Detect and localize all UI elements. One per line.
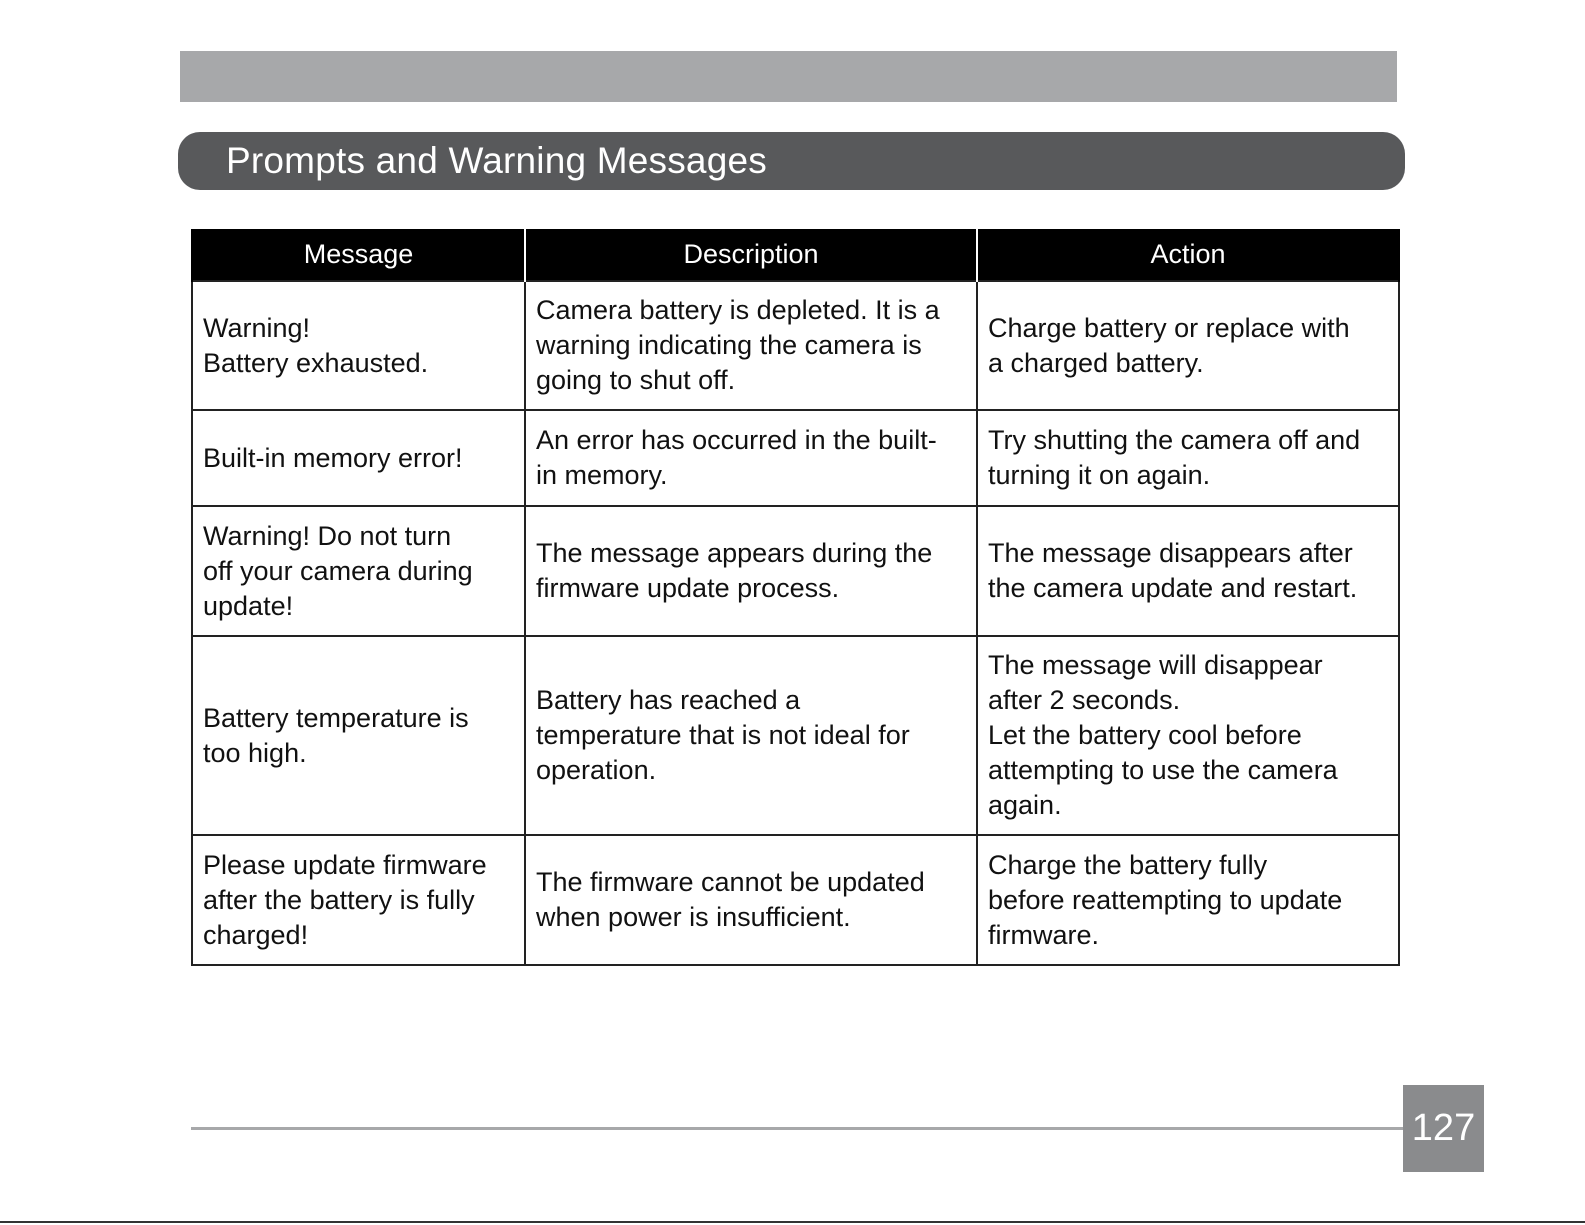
message-cell: Warning! Do not turn off your camera during update! — [192, 506, 525, 636]
description-cell: Camera battery is depleted. It is a warning indicating the camera is going to shut off. — [525, 281, 977, 410]
table-row — [192, 636, 1399, 835]
table-row — [192, 410, 1399, 506]
column-header-description: Description — [525, 229, 977, 281]
action-cell: The message will disappear after 2 seconds. Let the battery cool before attempting to use the camera again. — [977, 636, 1399, 835]
description-cell: The firmware cannot be updated when power is insufficient. — [525, 835, 977, 965]
bottom-rule — [0, 1221, 1585, 1223]
description-cell: An error has occurred in the built- in memory. — [525, 410, 977, 506]
column-header-message: Message — [192, 229, 525, 281]
action-cell: The message disappears after the camera update and restart. — [977, 506, 1399, 636]
action-cell: Charge the battery fully before reattempting to update firmware. — [977, 835, 1399, 965]
section-header — [178, 132, 1405, 190]
table-header-row — [192, 229, 1399, 281]
message-cell: Battery temperature is too high. — [192, 636, 525, 835]
section-title: Prompts and Warning Messages — [226, 140, 767, 181]
action-cell: Try shutting the camera off and turning it on again. — [977, 410, 1399, 506]
action-cell: Charge battery or replace with a charged battery. — [977, 281, 1399, 410]
top-decorative-band — [180, 51, 1397, 102]
description-cell: Battery has reached a temperature that is not ideal for operation. — [525, 636, 977, 835]
page-number: 127 — [1403, 1085, 1484, 1172]
messages-table — [191, 229, 1400, 966]
table-row — [192, 506, 1399, 636]
footer-divider — [191, 1127, 1403, 1130]
message-cell: Warning! Battery exhausted. — [192, 281, 525, 410]
message-cell: Please update firmware after the battery is fully charged! — [192, 835, 525, 965]
column-header-action: Action — [977, 229, 1399, 281]
table-row — [192, 835, 1399, 965]
table-row — [192, 281, 1399, 410]
message-cell: Built-in memory error! — [192, 410, 525, 506]
description-cell: The message appears during the firmware update process. — [525, 506, 977, 636]
